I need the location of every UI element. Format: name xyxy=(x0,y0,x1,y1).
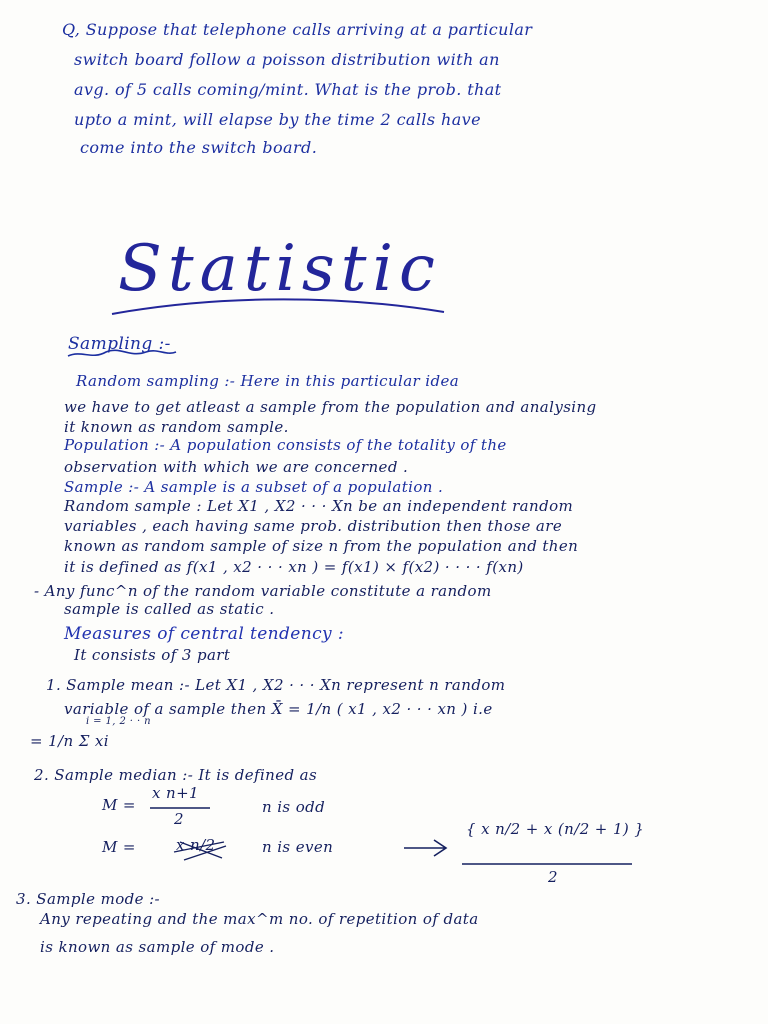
definition-line-4: Population :- A population consists of the totality of the xyxy=(64,436,507,454)
mean-line-3: = 1/n Σ xi xyxy=(30,732,109,750)
sampling-wavy-underline xyxy=(68,350,176,356)
definition-line-10: it is defined as f(x1 , x2 · · · xn ) = f(x1) × f(x2) · · · · f(xn) xyxy=(64,558,524,576)
median-odd-numerator: x n+1 xyxy=(152,784,199,802)
sampling-heading: Sampling :- xyxy=(68,334,171,354)
central-tendency-heading: Measures of central tendency : xyxy=(64,624,344,644)
question-line-5: come into the switch board. xyxy=(80,138,318,157)
definition-line-7: Random sample : Let X1 , X2 · · · Xn be an independent random xyxy=(64,497,574,515)
question-line-4: upto a mint, will elapse by the time 2 calls have xyxy=(74,110,481,129)
median-odd-condition: n is odd xyxy=(262,798,326,816)
arrow-icon xyxy=(404,840,446,856)
definition-line-11: - Any func^n of the random variable constitute a random xyxy=(34,582,492,600)
median-even-numerator: { x n/2 + x (n/2 + 1) } xyxy=(466,820,645,838)
question-line-1: Q, Suppose that telephone calls arriving at a particular xyxy=(62,20,533,39)
definition-line-1: Random sampling :- Here in this particular idea xyxy=(76,372,460,390)
definition-line-2: we have to get atleast a sample from the population and analysing xyxy=(64,398,597,416)
definition-line-9: known as random sample of size n from the population and then xyxy=(64,537,579,555)
median-even-lhs: M = xyxy=(102,838,136,856)
median-even-condition: n is even xyxy=(262,838,334,856)
median-odd-lhs: M = xyxy=(102,796,136,814)
median-intro: 2. Sample median :- It is defined as xyxy=(34,766,318,784)
central-tendency-intro: It consists of 3 part xyxy=(74,646,231,664)
median-even-denominator: 2 xyxy=(548,868,558,886)
page-title: Statistic xyxy=(118,232,441,306)
mode-line-1: 3. Sample mode :- xyxy=(16,890,160,908)
mean-line-1: 1. Sample mean :- Let X1 , X2 · · · Xn represent n random xyxy=(46,676,506,694)
mean-line-2: variable of a sample then X̄ = 1/n ( x1 , x2 · · · xn ) i.e xyxy=(64,700,493,718)
definition-line-3: it known as random sample. xyxy=(64,418,289,436)
mean-sum-limits: i = 1, 2 · · n xyxy=(86,716,151,727)
question-line-2: switch board follow a poisson distribution with an xyxy=(74,50,500,69)
definition-line-12: sample is called as static . xyxy=(64,600,275,618)
crossed-out-scribble xyxy=(174,842,226,860)
definition-line-6: Sample :- A sample is a subset of a population . xyxy=(64,478,444,496)
title-underline xyxy=(112,299,444,314)
mode-line-3: is known as sample of mode . xyxy=(40,938,275,956)
median-even-crossed: x n/2 xyxy=(176,836,216,854)
definition-line-8: variables , each having same prob. distribution then those are xyxy=(64,517,563,535)
question-line-3: avg. of 5 calls coming/mint. What is the prob. that xyxy=(74,80,502,99)
mode-line-2: Any repeating and the max^m no. of repetition of data xyxy=(40,910,479,928)
median-odd-denominator: 2 xyxy=(174,810,184,828)
definition-line-5: observation with which we are concerned . xyxy=(64,458,409,476)
